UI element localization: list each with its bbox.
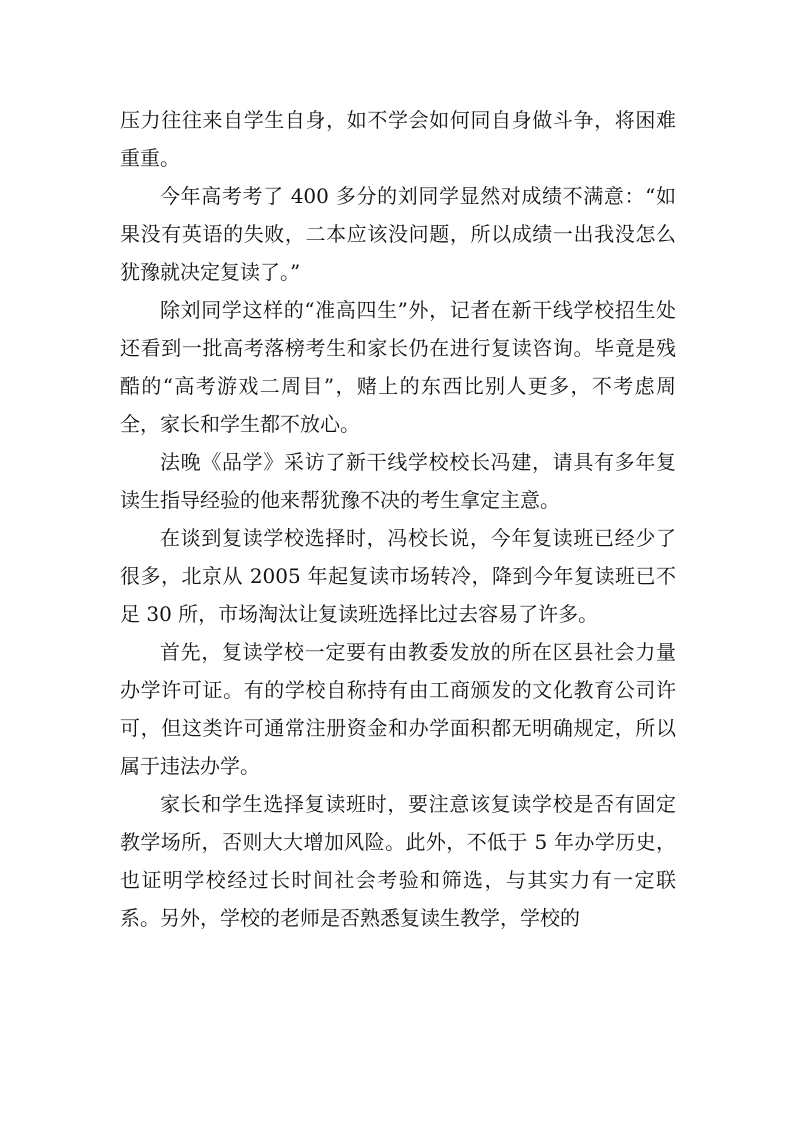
paragraph-6: 首先，复读学校一定要有由教委发放的所在区县社会力量办学许可证。有的学校自称持有由工商颁发的文化教育公司许可，但这类许可通常注册资金和办学面积都无明确规定，所以属于违法办学。	[120, 640, 676, 778]
paragraph-7: 家长和学生选择复读班时，要注意该复读学校是否有固定教学场所，否则大大增加风险。此外，不低于 5 年办学历史，也证明学校经过长时间社会考验和筛选，与其实力有一定联系。另外，学校的老师是否熟悉复读生教学，学校的	[120, 792, 676, 930]
article-body	[120, 101, 676, 937]
paragraph-2: 今年高考考了 400 多分的刘同学显然对成绩不满意：“如果没有英语的失败，二本应该没问题，所以成绩一出我没怎么犹豫就决定复读了。”	[120, 184, 676, 284]
paragraph-4: 法晚《品学》采访了新干线学校校长冯建，请具有多年复读生指导经验的他来帮犹豫不决的考生拿定主意。	[120, 450, 676, 512]
paragraph-3: 除刘同学这样的“准高四生”外，记者在新干线学校招生处还看到一批高考落榜考生和家长仍在进行复读咨询。毕竟是残酷的“高考游戏二周目”，赌上的东西比别人更多，不考虑周全，家长和学生都不放心。	[120, 298, 676, 436]
paragraph-1: 压力往往来自学生自身，如不学会如何同自身做斗争，将困难重重。	[120, 108, 676, 170]
paragraph-5: 在谈到复读学校选择时，冯校长说，今年复读班已经少了很多，北京从 2005 年起复读市场转冷，降到今年复读班已不足 30 所，市场淘汰让复读班选择比过去容易了许多。	[120, 526, 676, 626]
